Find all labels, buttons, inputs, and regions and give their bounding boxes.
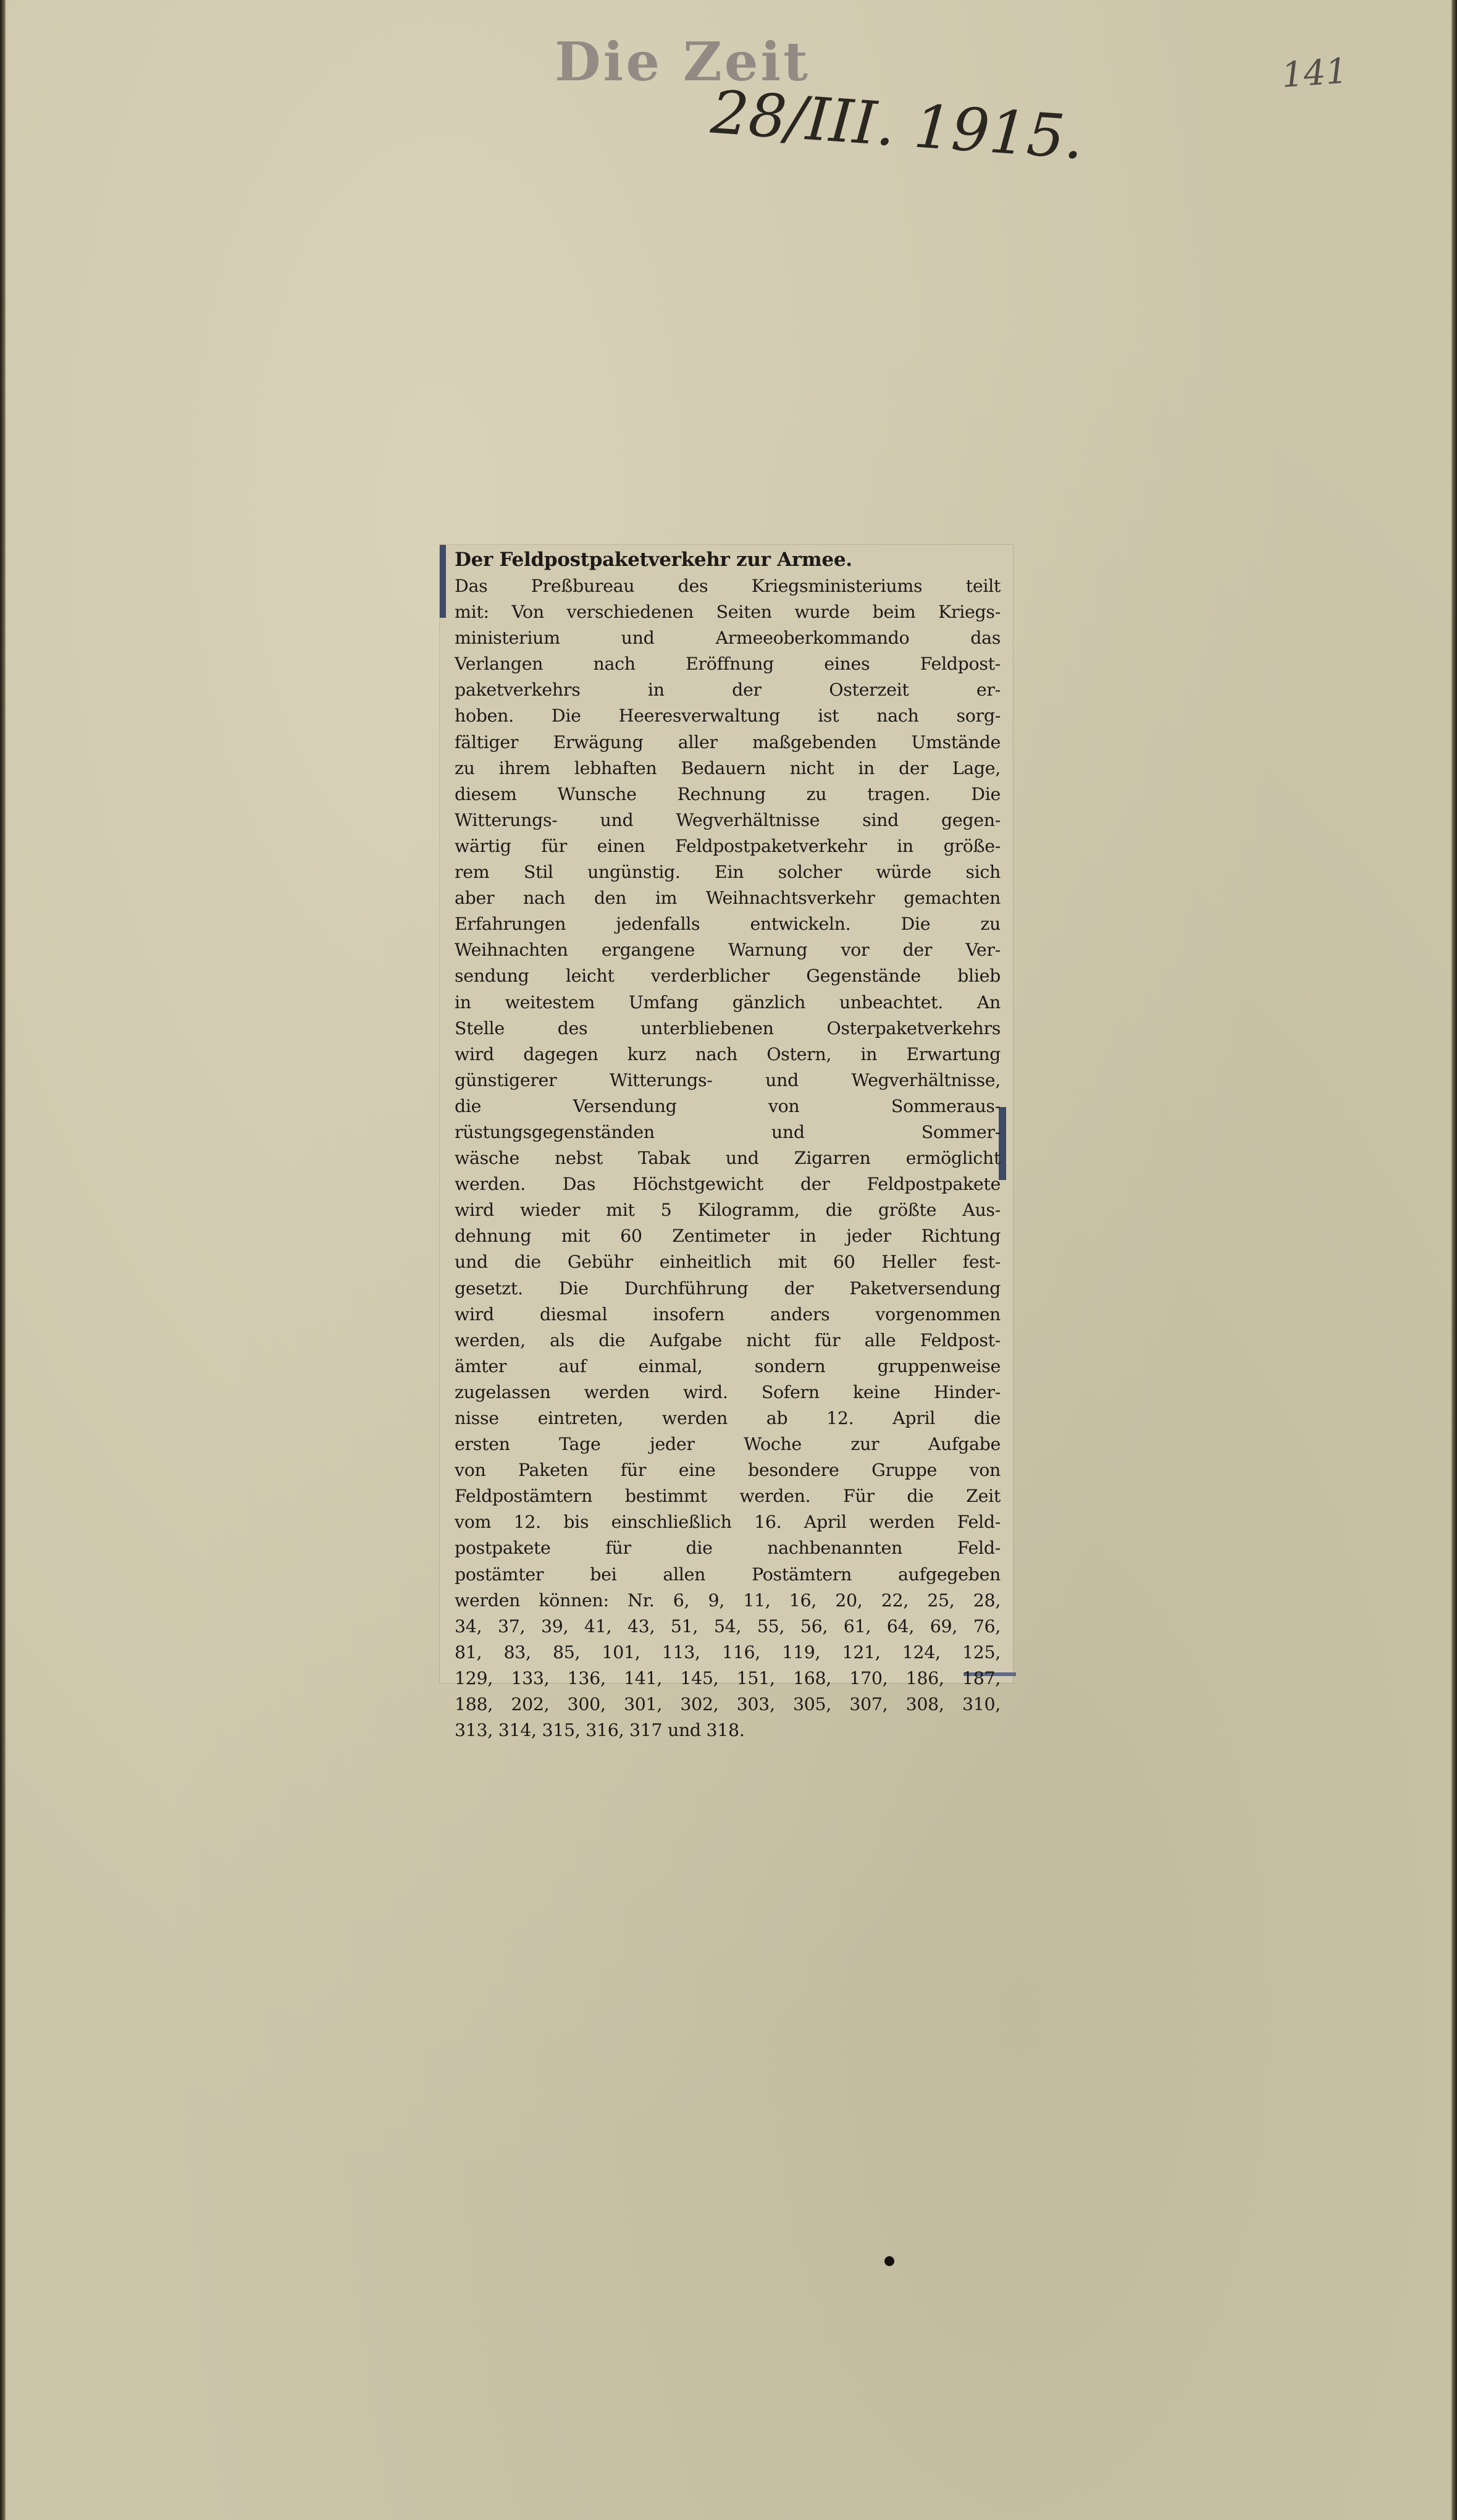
article-line: dehnung mit 60 Zentimeter in jeder Richtung xyxy=(455,1226,1001,1247)
article-line: und die Gebühr einheitlich mit 60 Heller fest- xyxy=(455,1252,1001,1273)
article-line: von Paketen für eine besondere Gruppe von xyxy=(455,1460,1001,1481)
article-line: paketverkehrs in der Osterzeit er- xyxy=(455,680,1001,701)
article-line: zugelassen werden wird. Sofern keine Hinder- xyxy=(455,1381,1001,1402)
ink-dot xyxy=(884,2256,894,2266)
article-line: wäsche nebst Tabak und Zigarren ermöglicht xyxy=(455,1148,1001,1169)
handwritten-date: 28/III. 1915. xyxy=(708,77,1086,173)
newspaper-stamp: Die Zeit xyxy=(555,31,810,93)
scan-edge-right xyxy=(1451,0,1457,2520)
article-line: gesetzt. Die Durchführung der Paketversendung xyxy=(455,1278,1001,1299)
article-line: diesem Wunsche Rechnung zu tragen. Die xyxy=(455,783,1001,804)
article-line: zu ihrem lebhaften Bedauern nicht in der Lage, xyxy=(455,757,1001,778)
article-line: 34, 37, 39, 41, 43, 51, 54, 55, 56, 61, 64, 69, 76, xyxy=(455,1616,1001,1637)
article-line: Erfahrungen jedenfalls entwickeln. Die zu xyxy=(455,914,1001,935)
article-line: fältiger Erwägung aller maßgebenden Umstände xyxy=(455,731,1001,752)
article-line: werden. Das Höchstgewicht der Feldpostpakete xyxy=(455,1174,1001,1195)
scan-edge-left xyxy=(0,0,6,2520)
article-line: werden, als die Aufgabe nicht für alle Feldpost- xyxy=(455,1330,1001,1351)
article-line: postpakete für die nachbenannten Feld- xyxy=(455,1538,1001,1559)
article-line: wärtig für einen Feldpostpaketverkehr in größe- xyxy=(455,835,1001,856)
article-line: wird wieder mit 5 Kilogramm, die größte Aus- xyxy=(455,1200,1001,1221)
article-line: hoben. Die Heeresverwaltung ist nach sorg- xyxy=(455,706,1001,727)
article-line: wird diesmal insofern anders vorgenommen xyxy=(455,1304,1001,1325)
article-line: günstigerer Witterungs- und Wegverhältnisse, xyxy=(455,1069,1001,1090)
article-line: ersten Tage jeder Woche zur Aufgabe xyxy=(455,1434,1001,1455)
article-title: Der Feldpostpaketverkehr zur Armee. xyxy=(455,549,852,571)
clipping-edge-mark-top xyxy=(440,545,446,618)
article-line: 188, 202, 300, 301, 302, 303, 305, 307, 308, 310, xyxy=(455,1694,1001,1715)
article-line: 81, 83, 85, 101, 113, 116, 119, 121, 124, 125, xyxy=(455,1641,1001,1662)
article-line: Witterungs- und Wegverhältnisse sind gegen- xyxy=(455,809,1001,830)
article-line: mit: Von verschiedenen Seiten wurde beim Kriegs- xyxy=(455,602,1001,623)
article-line: ministerium und Armeeoberkommando das xyxy=(455,628,1001,649)
article-line: Stelle des unterbliebenen Osterpaketverkehrs xyxy=(455,1018,1001,1039)
article-line: Weihnachten ergangene Warnung vor der Ver- xyxy=(455,940,1001,961)
folio-number: 141 xyxy=(1280,51,1350,96)
article-line: sendung leicht verderblicher Gegenstände blieb xyxy=(455,966,1001,987)
article-line: 313, 314, 315, 316, 317 und 318. xyxy=(455,1720,745,1741)
article-line: Das Preßbureau des Kriegsministeriums teilt xyxy=(455,576,1001,596)
article-line: Verlangen nach Eröffnung eines Feldpost- xyxy=(455,654,1001,675)
article-line: werden können: Nr. 6, 9, 11, 16, 20, 22, 25, 28, xyxy=(455,1590,1001,1611)
article-line: nisse eintreten, werden ab 12. April die xyxy=(455,1408,1001,1428)
article-line: rem Stil ungünstig. Ein solcher würde sich xyxy=(455,862,1001,883)
article-line: Feldpostämtern bestimmt werden. Für die Zeit xyxy=(455,1486,1001,1507)
article-line: wird dagegen kurz nach Ostern, in Erwartung xyxy=(455,1043,1001,1064)
article-line: die Versendung von Sommeraus- xyxy=(455,1095,1001,1116)
article-line: ämter auf einmal, sondern gruppenweise xyxy=(455,1355,1001,1376)
article-line: aber nach den im Weihnachtsverkehr gemachten xyxy=(455,888,1001,909)
article-line: 129, 133, 136, 141, 145, 151, 168, 170, 186, 187, xyxy=(455,1667,1001,1688)
article-line: postämter bei allen Postämtern aufgegeben xyxy=(455,1564,1001,1585)
article-body xyxy=(455,546,1001,1743)
article-line: rüstungsgegenständen und Sommer- xyxy=(455,1121,1001,1142)
article-line: in weitestem Umfang gänzlich unbeachtet. An xyxy=(455,992,1001,1013)
article-line: vom 12. bis einschließlich 16. April werden Feld- xyxy=(455,1512,1001,1533)
